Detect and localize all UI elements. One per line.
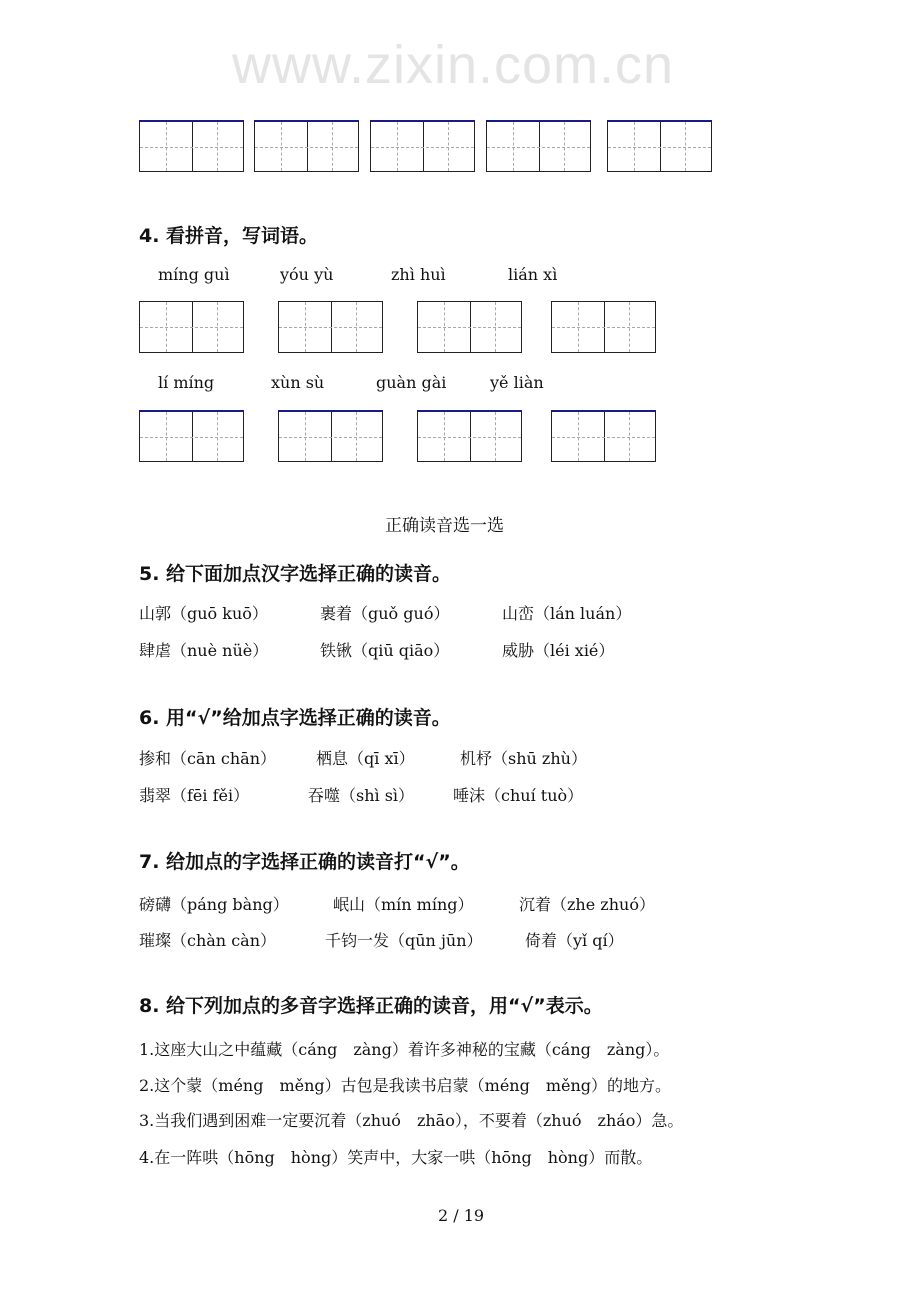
q7-item: 磅礴（páng bàng）	[139, 895, 289, 914]
writing-grid	[139, 301, 244, 353]
q8-line: 4.在一阵哄（hōng hòng）笑声中，大家一哄（hōng hòng）而散。	[139, 1148, 653, 1167]
writing-grid	[551, 301, 656, 353]
q5-item: 铁锹（qiū qiāo）	[320, 641, 450, 660]
writing-grid	[254, 120, 359, 172]
q5-item: 肆虐（nuè nüè）	[139, 641, 269, 660]
q5-item: 山郭（guō kuō）	[139, 604, 268, 623]
writing-grid	[417, 301, 522, 353]
q8-line: 2.这个蒙（méng měng）古包是我读书启蒙（méng měng）的地方。	[139, 1076, 672, 1095]
q6-item: 翡翠（fēi fěi）	[139, 786, 250, 805]
q7-item: 倚着（yǐ qí）	[525, 931, 624, 950]
watermark: www.zixin.com.cn	[232, 35, 675, 95]
q7-item: 璀璨（chàn càn）	[139, 931, 277, 950]
pinyin: míng guì	[158, 265, 230, 284]
q5-item: 威胁（léi xié）	[502, 641, 615, 660]
q4-title: 4. 看拼音，写词语。	[139, 225, 319, 247]
pinyin: guàn gài	[376, 373, 447, 392]
q6-item: 机杼（shū zhù）	[460, 749, 587, 768]
pinyin: yě liàn	[490, 373, 544, 392]
q7-item: 千钧一发（qūn jūn）	[325, 931, 483, 950]
section-title: 正确读音选一选	[385, 516, 504, 536]
q5-item: 裹着（guǒ guó）	[320, 604, 450, 623]
q5-title: 5. 给下面加点汉字选择正确的读音。	[139, 563, 452, 585]
writing-grid	[551, 410, 656, 462]
writing-grid	[278, 410, 383, 462]
q6-item: 栖息（qī xī）	[316, 749, 415, 768]
writing-grid	[607, 120, 712, 172]
writing-grid	[139, 120, 244, 172]
q6-item: 吞噬（shì sì）	[308, 786, 415, 805]
q8-title: 8. 给下列加点的多音字选择正确的读音，用“√”表示。	[139, 995, 603, 1017]
writing-grid	[370, 120, 475, 172]
q8-line: 3.当我们遇到困难一定要沉着（zhuó zhāo），不要着（zhuó zháo）急。	[139, 1111, 684, 1130]
q6-item: 掺和（cān chān）	[139, 749, 277, 768]
q7-item: 沉着（zhe zhuó）	[519, 895, 655, 914]
writing-grid	[278, 301, 383, 353]
q5-item: 山峦（lán luán）	[502, 604, 632, 623]
q6-title: 6. 用“√”给加点字选择正确的读音。	[139, 707, 451, 729]
pinyin: xùn sù	[271, 373, 325, 392]
q6-item: 唾沫（chuí tuò）	[453, 786, 584, 805]
pinyin: lí míng	[158, 373, 215, 392]
pinyin: lián xì	[508, 265, 558, 284]
q7-title: 7. 给加点的字选择正确的读音打“√”。	[139, 851, 470, 873]
q8-line: 1.这座大山之中蕴藏（cáng zàng）着许多神秘的宝藏（cáng zàng）。	[139, 1040, 670, 1059]
writing-grid	[139, 410, 244, 462]
writing-grid	[417, 410, 522, 462]
pinyin: zhì huì	[391, 265, 446, 284]
page-number: 2 / 19	[438, 1206, 485, 1225]
q7-item: 岷山（mín míng）	[333, 895, 474, 914]
writing-grid	[486, 120, 591, 172]
pinyin: yóu yù	[280, 265, 334, 284]
